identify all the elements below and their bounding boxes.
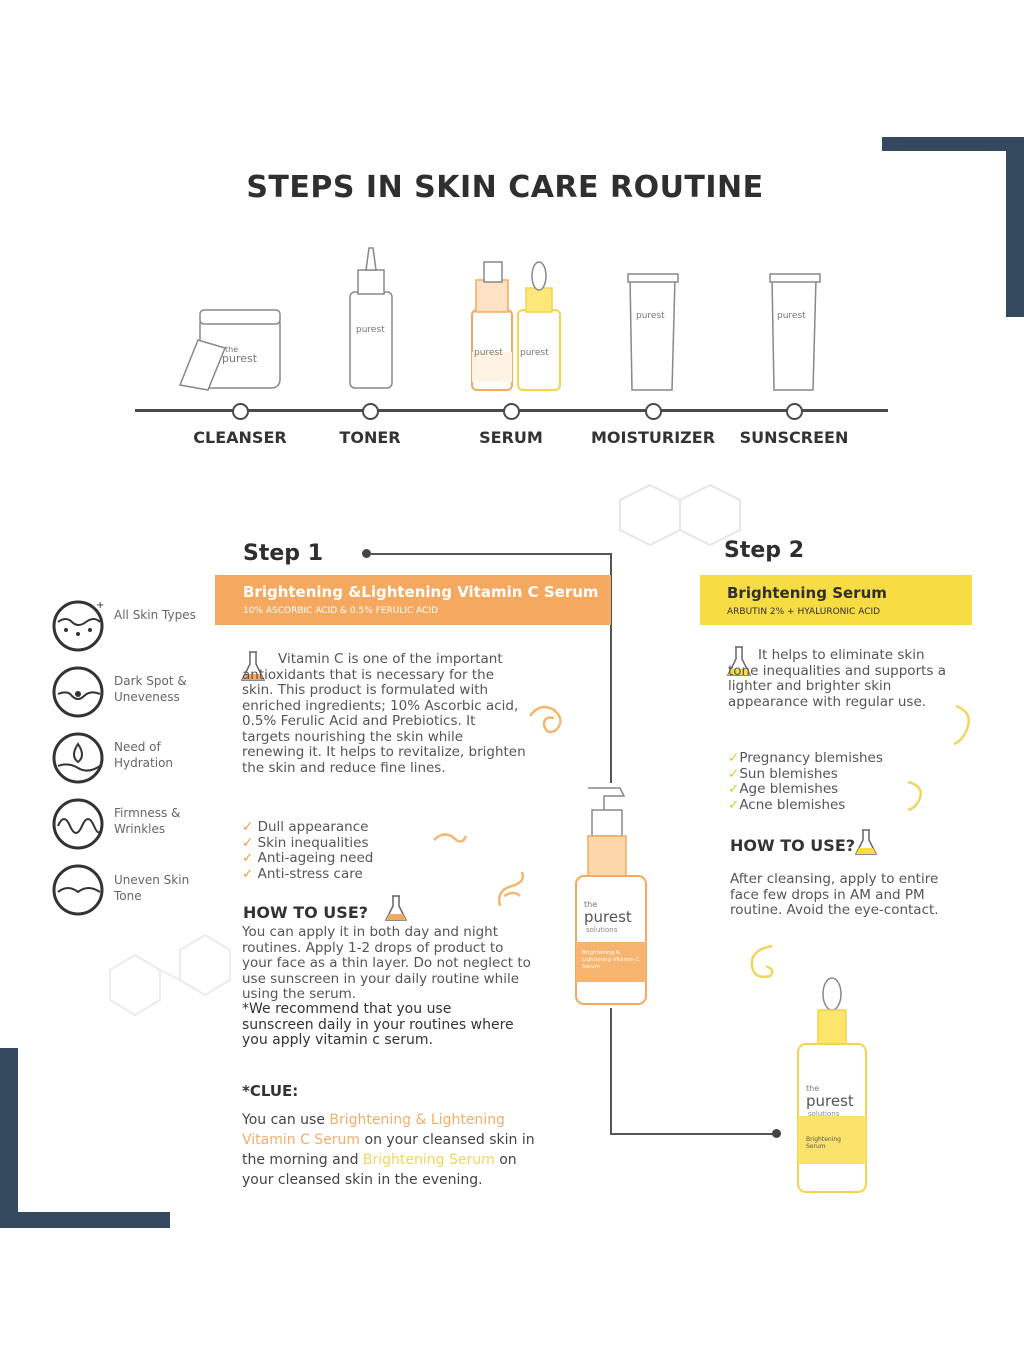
step-label-sunscreen: SUNSCREEN <box>739 428 849 447</box>
flask-icon <box>384 894 408 922</box>
clue-text: You can use Brightening & Lightening Vitamin C Serum on your cleansed skin in the morning and Brightening Serum on your cleansed skin in the evening. <box>242 1112 535 1188</box>
swirl-icon <box>948 700 978 750</box>
benefit-item: ✓ Anti-stress care <box>242 865 363 882</box>
concern-label: Need of Hydration <box>114 740 174 770</box>
step2-howto-title: HOW TO USE? <box>730 836 856 855</box>
arrow-swirl-icon <box>430 826 470 850</box>
step1-howto-title: HOW TO USE? <box>243 903 369 922</box>
check-icon: ✓ <box>728 765 740 782</box>
svg-text:the: the <box>225 345 239 354</box>
swirl-icon <box>904 776 930 816</box>
svg-text:purest: purest <box>356 325 385 335</box>
corner-frame-right <box>1006 137 1024 317</box>
molecule-decoration <box>560 470 760 590</box>
svg-text:purest: purest <box>777 311 806 321</box>
check-icon: ✓ <box>728 781 740 797</box>
page-title: STEPS IN SKIN CARE ROUTINE <box>246 170 764 205</box>
check-icon: ✓ <box>242 850 254 866</box>
benefit-item: ✓Acne blemishes <box>728 796 846 813</box>
bottle-brand-sub: solutions <box>586 926 618 934</box>
step1-recommend: *We recommend that you use sunscreen daily in your routines where you apply vitamin c serum. <box>242 1001 514 1048</box>
toner-bottle-icon <box>350 248 392 388</box>
all-skin-types-icon <box>52 598 108 654</box>
benefit-item: ✓ Dull appearance <box>242 819 369 835</box>
concern-label: Uneven Skin Tone <box>114 873 190 903</box>
clue-highlight-step1: Brightening & Lightening Vitamin C Serum <box>242 1112 505 1148</box>
clue-title: *CLUE: <box>242 1082 299 1100</box>
swirl-icon <box>742 940 782 988</box>
svg-text:purest: purest <box>474 348 503 358</box>
check-icon: ✓ <box>242 865 254 882</box>
pump-bottle-icon <box>574 782 648 1008</box>
check-icon: ✓ <box>242 834 254 851</box>
benefit-item: ✓ Skin inequalities <box>242 834 369 851</box>
bottle-brand: purest <box>806 1092 854 1110</box>
cleanser-jar-icon <box>180 310 280 390</box>
bottle-brand-sub: solutions <box>808 1110 840 1118</box>
check-icon: ✓ <box>728 750 740 766</box>
benefit-item: ✓Age blemishes <box>728 781 839 797</box>
svg-text:purest: purest <box>636 311 665 321</box>
hydration-drop-icon <box>52 730 108 786</box>
connector-dot <box>772 1129 781 1138</box>
step-label-cleanser: CLEANSER <box>193 428 287 447</box>
svg-text:purest: purest <box>222 352 258 365</box>
bottle-brand-small: the <box>806 1084 820 1093</box>
step1-heading: Step 1 <box>243 541 323 566</box>
concern-label: All Skin Types <box>114 608 196 622</box>
step2-serum-bottle <box>796 976 868 1196</box>
corner-frame-left <box>0 1048 18 1228</box>
check-icon: ✓ <box>728 796 740 813</box>
step2-banner <box>700 575 972 625</box>
moisturizer-tube-icon <box>628 274 678 390</box>
concern-label: Dark Spot & Uneveness <box>114 674 187 704</box>
benefit-item: ✓Sun blemishes <box>728 765 838 782</box>
timeline-dot <box>362 403 379 420</box>
step2-heading: Step 2 <box>724 538 804 563</box>
concern-label: Firmness & Wrinkles <box>114 806 181 836</box>
flask-icon <box>854 828 878 856</box>
benefit-item: ✓ Anti-ageing need <box>242 850 374 866</box>
step-label-serum: SERUM <box>479 428 543 447</box>
serum-orange-bottle-icon <box>472 262 512 390</box>
step2-ingredients: ARBUTIN 2% + HYALURONIC ACID <box>727 607 881 617</box>
step1-howto-text: You can apply it in both day and night routines. Apply 1-2 drops of product to your face as a thin layer. Do not neglect to use sunscreen in your daily routine while using the serum. <box>242 924 531 1002</box>
timeline-dot <box>786 403 803 420</box>
step2-product-name: Brightening Serum <box>727 584 887 602</box>
uneven-tone-icon <box>52 862 108 918</box>
clue-highlight-step2: Brightening Serum <box>362 1152 495 1168</box>
sunscreen-tube-icon <box>770 274 820 390</box>
check-icon: ✓ <box>242 819 254 835</box>
step1-description: Vitamin C is one of the important antioxidants that is necessary for the skin. This product is formulated with enriched ingredients; 10% Ascorbic acid, 0.5% Ferulic Acid and Prebiotics. It targets nourishing the skin while renewing it. It helps to revitalize, brighten the skin and reduce fine lines. <box>242 651 526 776</box>
benefit-item: ✓Pregnancy blemishes <box>728 750 883 766</box>
wrinkle-wave-icon <box>52 796 108 852</box>
step1-ingredients: 10% ASCORBIC ACID & 0.5% FERULIC ACID <box>243 606 439 616</box>
svg-text:+: + <box>96 600 105 611</box>
bottle-brand-small: the <box>584 900 598 909</box>
timeline-dot <box>503 403 520 420</box>
swirl-icon <box>494 866 530 914</box>
step1-benefits <box>242 820 442 882</box>
step-label-moisturizer: MOISTURIZER <box>590 428 716 447</box>
bottle-brand: purest <box>584 908 632 926</box>
step2-description: It helps to eliminate skin tone inequalities and supports a lighter and brighter skin appearance with regular use. <box>728 647 947 710</box>
connector-line <box>370 553 611 555</box>
svg-text:purest: purest <box>520 348 549 358</box>
bottle-label: Brightening Serum <box>806 1136 841 1150</box>
corner-frame-bottom <box>0 1212 170 1228</box>
corner-frame-top <box>882 137 1024 151</box>
connector-line <box>610 1008 612 1134</box>
dark-spot-icon <box>52 664 108 720</box>
step1-product-name: Brightening &Lightening Vitamin C Serum <box>243 583 599 601</box>
bottle-label: Brightening & Lightening Vitamin C Serum <box>582 950 640 970</box>
step1-serum-bottle <box>574 782 648 1008</box>
timeline-dot <box>232 403 249 420</box>
step-label-toner: TONER <box>339 428 401 447</box>
step2-benefits <box>728 751 918 813</box>
serum-yellow-bottle-icon <box>518 262 560 390</box>
step1-banner <box>215 575 611 625</box>
routine-products <box>170 240 870 400</box>
timeline-dot <box>645 403 662 420</box>
step2-howto-text: After cleansing, apply to entire face few drops in AM and PM routine. Avoid the eye-contact. <box>730 871 939 918</box>
swirl-icon <box>526 700 570 740</box>
connector-line <box>610 1133 778 1135</box>
